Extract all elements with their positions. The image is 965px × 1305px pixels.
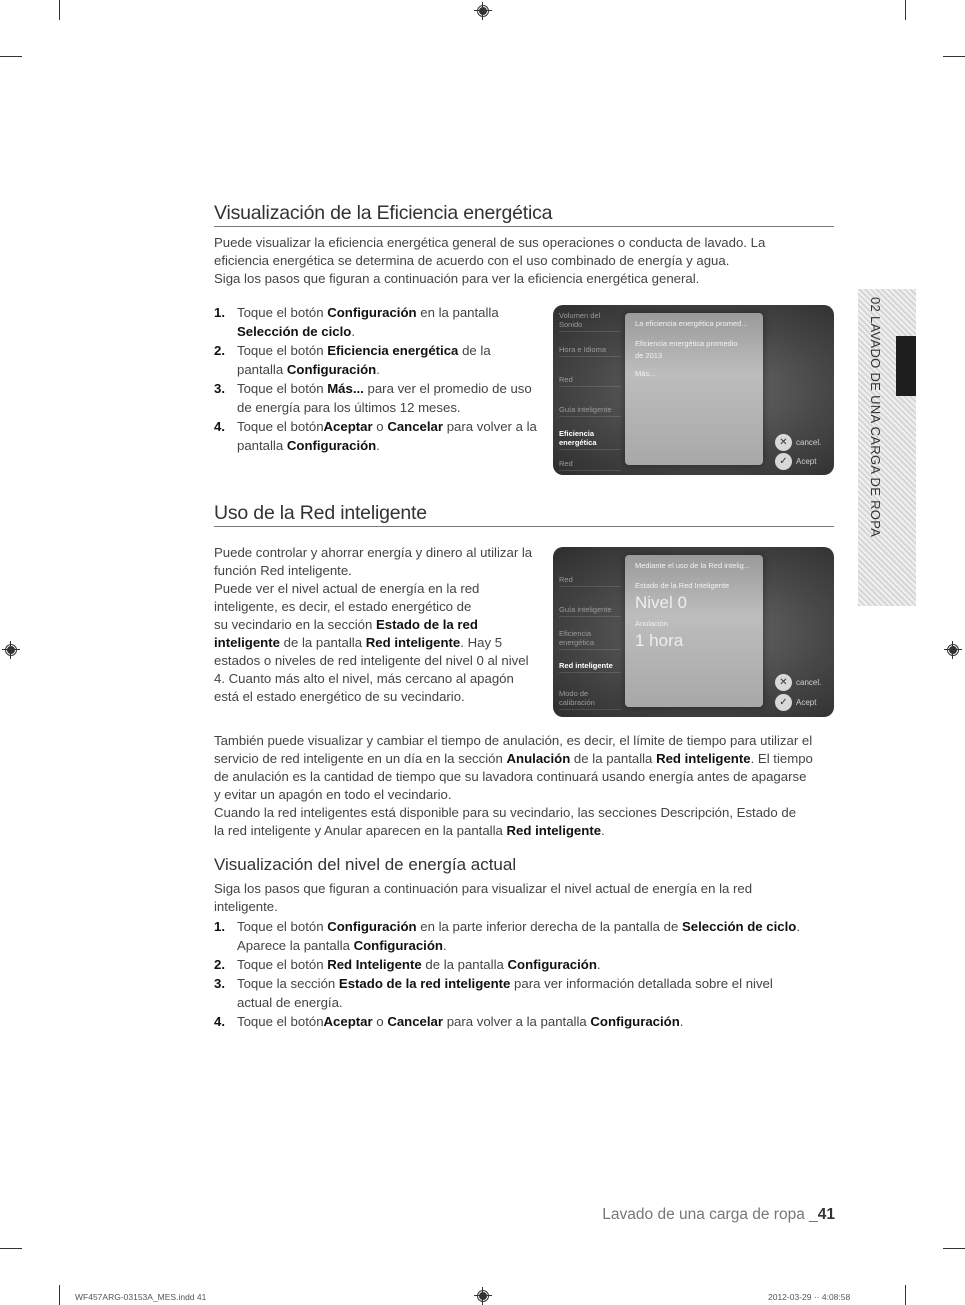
- screen-menu-item: Guía inteligente: [559, 605, 621, 617]
- screen-menu-item: Red: [559, 575, 621, 587]
- section2-details: También puede visualizar y cambiar el tiempo de anulación, es decir, el límite de tiempo para utilizar el servicio de red inteligente en un día en la sección Anulación de la pantalla Red inteligente. El tiempo de anulación es la cantidad de tiempo que su lavadora continuará usando energía antes de apagarse y evitar un apagón en todo el vecindario. Cuando la red inteligentes está disponible para su vecindario, las secciones Descripción, Estado de la red inteligente y Anular aparecen en la pantalla Red inteligente.: [214, 733, 813, 838]
- screen-accept-button: ✓ Acept: [775, 694, 816, 711]
- step-item: 1. Toque el botón Configuración en la parte inferior derecha de la pantalla de Selección de ciclo. Aparece la pantalla Configuración.: [214, 919, 800, 953]
- check-icon: ✓: [775, 694, 792, 711]
- screen-cancel-button: ✕ cancel.: [775, 674, 821, 691]
- chapter-tab-label: 02 LAVADO DE UNA CARGA DE ROPA: [868, 297, 883, 538]
- step-item: 3. Toque el botón Más... para ver el promedio de uso de energía para los últimos 12 meses.: [214, 381, 532, 415]
- step-item: 1. Toque el botón Configuración en la pantalla Selección de ciclo.: [214, 305, 499, 339]
- section-title-energy-efficiency: Visualización de la Eficiencia energética: [214, 202, 834, 227]
- crop-mark: [943, 56, 965, 57]
- section-title-smart-grid: Uso de la Red inteligente: [214, 502, 834, 527]
- step-item: 4. Toque el botónAceptar o Cancelar para volver a la pantalla Configuración.: [214, 419, 537, 453]
- screen-panel: Mediante el uso de la Red intelig... Estado de la Red Inteligente Nivel 0 Anulación 1 hora: [625, 555, 763, 707]
- check-icon: ✓: [775, 453, 792, 470]
- registration-mark-icon: [2, 641, 20, 659]
- section1-steps: [214, 303, 539, 455]
- step-item: 4. Toque el botónAceptar o Cancelar para volver a la pantalla Configuración.: [214, 1014, 684, 1029]
- screen-accept-button: ✓ Acept: [775, 453, 816, 470]
- chapter-tab-marker: [896, 336, 916, 396]
- section-title-current-energy-level: Visualización del nivel de energía actual: [214, 855, 517, 874]
- section1-intro: Puede visualizar la eficiencia energética general de sus operaciones o conducta de lavado. La eficiencia energética se determina de acuerdo con el uso combinado de energía y agua. Siga los pasos que figuran a continuación para ver la eficiencia energética general.: [214, 235, 766, 286]
- crop-mark: [0, 1248, 22, 1249]
- smart-grid-level: Nivel 0: [635, 593, 687, 612]
- screen-menu-item: Eficiencia energética: [559, 629, 621, 650]
- print-slug-right: 2012-03-29 ·· 4:08:58: [768, 1292, 851, 1302]
- registration-mark-icon: [474, 2, 492, 20]
- screen-panel: La eficiencia energética promed... Eficiencia energética promedio de 2013 Más...: [625, 313, 763, 465]
- override-time: 1 hora: [635, 631, 684, 650]
- section2-intro: Puede controlar y ahorrar energía y dinero al utilizar la función Red inteligente. Puede ver el nivel actual de energía en la red inteligente, es decir, el estado energético de su vecindario en la sección Estado de la red inteligente de la pantalla Red inteligente. Hay 5 estados o niveles de red inteligente del nivel 0 al nivel 4. Cuanto más alto el nivel, más cercano al apagón está el estado energético de su vecindario.: [214, 545, 533, 704]
- screen-menu-item: Hora e Idioma: [559, 345, 621, 357]
- print-slug-left: WF457ARG-03153A_MES.indd 41: [75, 1292, 207, 1302]
- crop-mark: [0, 56, 22, 57]
- section3-intro: Siga los pasos que figuran a continuación para visualizar el nivel actual de energía en la red inteligente.: [214, 881, 753, 914]
- step-item: 2. Toque el botón Red Inteligente de la pantalla Configuración.: [214, 957, 601, 972]
- screen-menu-item-active: Eficiencia energética: [559, 429, 621, 450]
- step-item: 3. Toque la sección Estado de la red inteligente para ver información detallada sobre el nivel actual de energía.: [214, 976, 773, 1010]
- energy-efficiency-screenshot: [553, 305, 834, 475]
- page-number: 41: [817, 1206, 835, 1223]
- screen-cancel-button: ✕ cancel.: [775, 434, 821, 451]
- registration-mark-icon: [474, 1287, 492, 1305]
- screen-menu-item: Red: [559, 375, 621, 387]
- step-item: 2. Toque el botón Eficiencia energética de la pantalla Configuración.: [214, 343, 491, 377]
- screen-sidebar: [553, 305, 623, 475]
- screen-sidebar: [553, 547, 623, 717]
- crop-mark: [905, 1285, 906, 1305]
- crop-mark: [59, 0, 60, 20]
- screen-menu-item-active: Red inteligente: [559, 661, 621, 673]
- page-footer: Lavado de una carga de ropa _41: [602, 1206, 835, 1223]
- close-icon: ✕: [775, 434, 792, 451]
- chapter-side-tab: [858, 289, 916, 606]
- screen-menu-item: Red: [559, 459, 621, 471]
- crop-mark: [905, 0, 906, 20]
- screen-menu-item: Guía inteligente: [559, 405, 621, 417]
- crop-mark: [59, 1285, 60, 1305]
- smart-grid-screenshot: [553, 547, 834, 717]
- crop-mark: [943, 1248, 965, 1249]
- screen-menu-item: Modo de calibración: [559, 689, 621, 710]
- section3-steps: [214, 917, 839, 1031]
- screen-menu-item: Volumen del Sonido: [559, 311, 621, 332]
- registration-mark-icon: [944, 641, 962, 659]
- close-icon: ✕: [775, 674, 792, 691]
